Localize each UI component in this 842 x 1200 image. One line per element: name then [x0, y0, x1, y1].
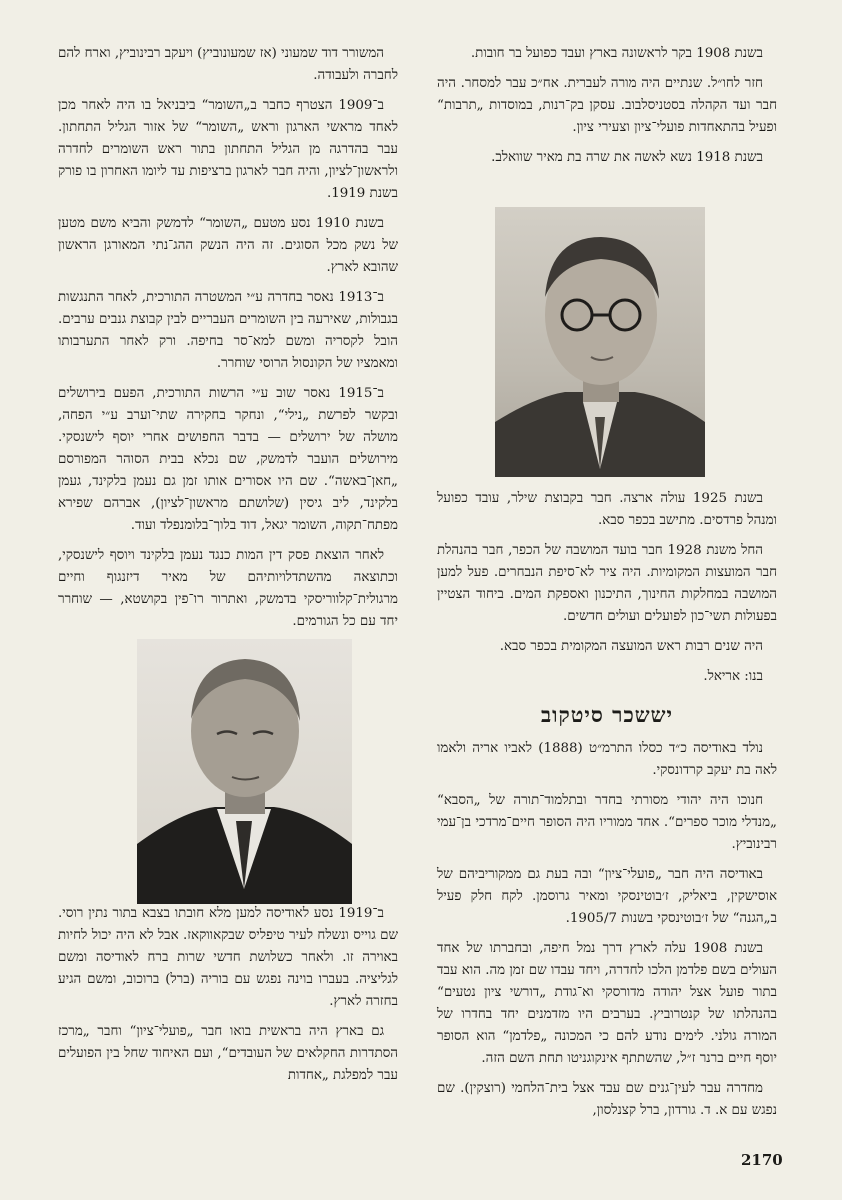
left-column-top	[58, 43, 398, 641]
paragraph: בשנת 1910 נסע מטעם „השומר“ לדמשק והביא משם מטען של נשק מכל הסוגים. זה היה הנשק ההג־נתי המאורגן הראשון שהובא לארץ.	[58, 216, 398, 275]
paragraph: בשנת 1918 נשא לאשה את שרה בת מאיר שוואלב.	[491, 150, 763, 165]
portrait-photo-glasses	[495, 207, 705, 477]
paragraph: היה שנים רבות ראש המועצה המקומית בכפר סבא.	[499, 639, 763, 654]
paragraph: בשנת 1908 עלה לארץ דרך נמל חיפה, ובחברתו של אחד העולים בשם פלדמן הלכו לחדרה, ויחד עבדו שם זמן מה. הוא עבד בתור פועל אצל יהודה מדורסקי וא־גודת „דורשי ציון נטעים“ בהנהלתו של קנטרוביץ. בערבים היו מזדמנים יחד בחדרו של המורה גולני. לימים נודע להם כי המכונה „פלדמן“ הוא הסופר יוסף חיים ברנר ז״ל, שהשתתף אינקוגניטו תחת השם הזה.	[437, 941, 777, 1066]
paragraph: החל משנת 1928 חבר בועד המושבה של הכפר, חבר בהנהלת חבר המועצות המקומיות. היה ציר לא־סיפת הנבחרים. פעל למען המושבה במחלקות החינוך, התיכנון ואספקת המים. ביחוד הצטיין בפעולות תשי־כון לפועלים ועולים חדשים.	[437, 543, 777, 624]
page-number: 2170	[741, 1151, 783, 1169]
paragraph: בשנת 1908 בקר לראשונה בארץ ועבד כפועל בר חובות.	[470, 46, 763, 61]
paragraph: מחדרה עבר לעין־גנים שם עבד אצל בית־הלחמי (רוצקין). שם נפגש עם א. ד. גורדון, ברל קצנלסון,	[437, 1081, 777, 1118]
right-column-top	[437, 43, 777, 177]
paragraph: ב־1915 נאסר שוב ע״י הרשות התורכית, הפעם בירושלים ובקשר לפרשת „נילי“, ונחקר בחקירה שתי־וערב ע״י הפחה, מושלה של ירושלים — בדבר החפושים אחרי יוסף לישנסקי. מירושלים הועבר לדמשק, שם נכלא בבית הסוהר המפורסם „חאן־באשה“. שם היו אסורים אותו זמן גם נעמן בלקינד, געמן בלקינד, ליב גיסין (שלושתם מראשון־לציון), אברהם שפירא מפתח־תקוה, השומר יגאל, דוד בלוך־בלומנפלד ועוד.	[58, 386, 398, 533]
paragraph: ב־1909 הצטרף כחבר ב„השומר“ ביבניאל בו היה לאחר מכן לאחד מראשי הארגון וראש „השומר“ של אזור הגליל התחתון. עבר בהדרגה מן הגליל התחתון בתור ראש השומרים לחדרה ולראשון־לציון, והיה חבר לארגון ברציפות עד ליומו האחרון בו פורק בשנת 1919.	[58, 98, 398, 201]
paragraph: לאחר הוצאת פסק דין המות כנגד נעמן בלקינד ויוסף לישנסקי, וכתוצאה מהשתדלויותיהם של מאיר דיזנגוף וחיים מרגולית־קלווריסקי בדמשק, ואתרור רו־פין בקושטא, — שוחרר יחד עם כל הגורמים.	[58, 548, 398, 629]
paragraph: חזר לחו״ל. שנתיים היה מורה לעברית. אח״כ עבר למסחר. היה חבר ועד הקהלה בסטניסלבוב. עסקן בק־רנות, במוסדות „תרבות“ ופעיל בהתאחדות פועלי־ציון וצעירי ציון.	[437, 76, 777, 135]
paragraph: באודיסה היה חבר „פועלי־ציון“ ובה בעת גם ממקוריביהם של אוסישקין, ביאליק, ז׳בוטינסקי ומאיר גרוסמן. לקח חלק פעיל ב„הגנה“ של ז׳בוטינסקי בשנות 1905/7.	[437, 867, 777, 926]
paragraph: בנו: אריאל.	[703, 669, 763, 684]
sitkov-biography	[437, 738, 777, 1130]
left-column-bottom	[58, 903, 398, 1095]
paragraph: נולד באודיסה כ״ד כסלו התרמ״ט (1888) לאביו אריה ולאמו לאה בת יעקב קרדונסקי.	[437, 741, 777, 778]
paragraph: בשנת 1925 עולה ארצה. חבר בקבוצת שילר, עובד כפועל ומנהל פרדסים. מתישב בכפר סבא.	[437, 491, 777, 528]
portrait-photo-suit	[137, 639, 352, 904]
paragraph: ב־1913 נאסר בחדרה ע״י המשטרה התורכית, לאחר התנגשות בגבולות, שאירעה בין השומרים העבריים לבין קבוצת גנבים ערבים. הובל לקסריה ומשם למא־סר בחיפה. ורק לאחר התערבותו ומאמציו של הקונסול הרוסי שוחרר.	[58, 290, 398, 371]
paragraph: המשורר דוד שמעוני (אז שמעונוביץ) ויעקב רבינוביץ, וארח להם לחברה ולעבודה.	[58, 46, 398, 83]
section-heading: יששכר סיטקוב	[540, 702, 673, 727]
paragraph: חנוכו היה יהודי מסורתי בחדר ובתלמוד־תורה של „הסבא“ „מנדלי מוכר ספרים“. אחד ממוריו היה הסופר חיים־מרדכי בן־עמי רבינוביץ.	[437, 793, 777, 852]
right-column-bottom	[437, 488, 777, 696]
paragraph: ב־1919 נסע לאודיסה למען מלא חובתו בצבא בתור נתין רוסי. שם גוייס ונשלח לעיר טיפליס שבקאווקאז. אבל לא היה יכול לחיות באוירה זו. ולאחר כשלושת חדשי שרות ברח לאודיסה ומשם לגליציה. בעברו בוינה נפגש עם בוריה (ברל) ברוכוב, ומשם הגיע בחזרה לארץ.	[58, 906, 398, 1009]
paragraph: גם בארץ היה בראשית בואו חבר „פועלי־ציון“ וחבר „מרכז הסתדרות החקלאים של העובדים“, ועם האיחוד שחל בין הפועלים עבר למפלגת „אחדות	[58, 1024, 398, 1083]
